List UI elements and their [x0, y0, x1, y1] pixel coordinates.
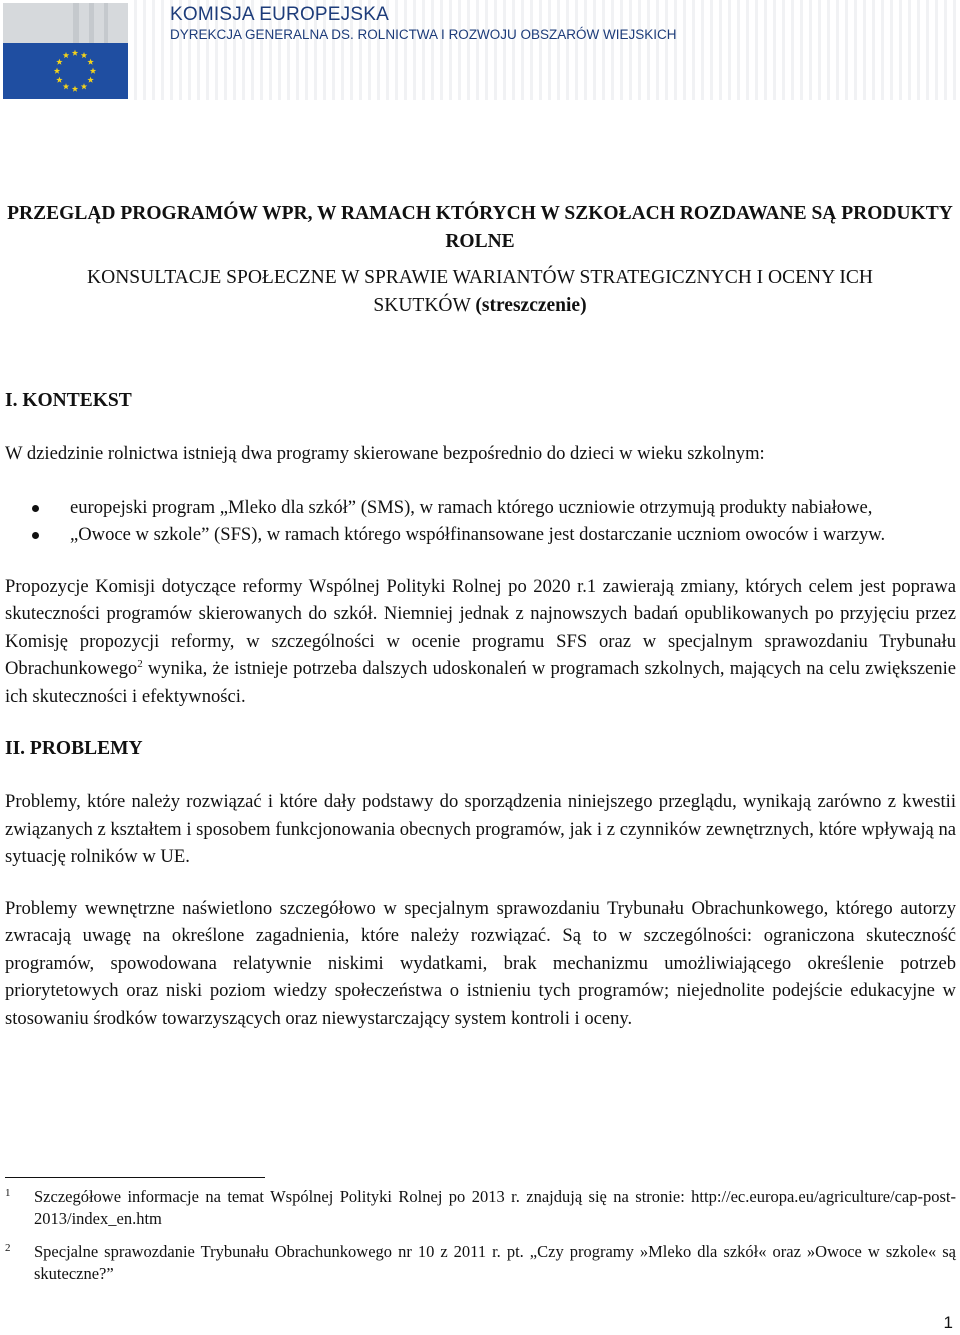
page-number: 1 [943, 1313, 953, 1332]
document-title [0, 200, 960, 320]
section-heading-problems: II. PROBLEMY [5, 738, 143, 759]
program-list [5, 494, 956, 549]
footnote-ref: 2 [137, 657, 143, 670]
context-paragraph [5, 573, 956, 711]
title-main: PRZEGLĄD PROGRAMÓW WPR, W RAMACH KTÓRYCH W SZKOŁACH ROZDAWANE SĄ PRODUKTY ROLNE [7, 203, 953, 252]
footnote-text: Szczegółowe informacje na temat Wspólnej Polityki Rolnej po 2013 r. znajdują się na stronie: http://ec.europa.eu/agriculture/cap-post-2013/index_en.htm [34, 1187, 956, 1228]
list-item: europejski program „Mleko dla szkół” (SMS), w ramach którego uczniowie otrzymują produkty nabiałowe, [5, 494, 956, 522]
problems-paragraph-1: Problemy, które należy rozwiązać i które dały podstawy do sporządzenia niniejszego przeglądu, wynikają zarówno z kwestii związanych z kształtem i sposobem funkcjonowania obecnych programów, jak i z czynników zewnętrznych, które wpływają na sytuację rolników w UE. [5, 791, 956, 867]
footnote-separator [5, 1177, 265, 1178]
section-heading-context: I. KONTEKST [5, 390, 132, 411]
subtitle-bold: (streszczenie) [475, 295, 587, 316]
title-subtitle [0, 264, 960, 320]
dg-name: DYREKCJA GENERALNA DS. ROLNICTWA I ROZWOJU OBSZARÓW WIEJSKICH [170, 27, 677, 42]
problems-paragraph-2: Problemy wewnętrzne naświetlono szczegółowo w specjalnym sprawozdaniu Trybunału Obrachunkowego, którego autorzy zwracają uwagę na określone zagadnienia, które należy rozwiązać. Są to w szczególności: ograniczona skuteczność programów, spowodowana relatywnie niskimi wydatkami, brak mechanizmu umożliwiającego określenie potrzeb priorytetowych oraz niski poziom wiedzy społeczeństwa o istnieniu tych programów; niejednolite podejście edukacyjne w stosowaniu środków towarzyszących oraz niewystarczający system kontroli i oceny. [5, 897, 956, 1029]
footnotes [5, 1186, 956, 1285]
paragraph-part-a: Propozycje Komisji dotyczące reformy Wspólnej Polityki Rolnej po 2020 r.1 zawierają zmiany, których celem jest poprawa skuteczności programów skierowanych do szkół. Niemniej jednak z najnowszych badań opublikowanych po przyjęciu przez Komisję propozycji reformy, w szczególności w ocenie programu SFS oraz w specjalnym sprawozdaniu Trybunału Obrachunkowego [5, 575, 956, 679]
page-header [0, 0, 960, 100]
org-name: KOMISJA EUROPEJSKA [170, 4, 389, 25]
footnote-mark: 2 [5, 1242, 11, 1254]
context-intro: W dziedzinie rolnictwa istnieją dwa programy skierowane bezpośrednio do dzieci w wieku szkolnym: [5, 443, 765, 464]
footnote [5, 1186, 956, 1230]
eu-flag-icon [3, 3, 128, 99]
footnote-text: Specjalne sprawozdanie Trybunału Obrachunkowego nr 10 z 2011 r. pt. „Czy programy »Mleko dla szkół« oraz »Owoce w szkole« są skuteczne?” [34, 1242, 956, 1283]
ec-logo [3, 3, 128, 99]
paragraph-part-b: wynika, że istnieje potrzeba dalszych udoskonaleń w programach szkolnych, mających na celu zwiększenie ich skuteczności i efektywności. [5, 658, 956, 707]
document-body [5, 386, 956, 1032]
list-item: „Owoce w szkole” (SFS), w ramach którego współfinansowane jest dostarczanie uczniom owoców i warzyw. [5, 521, 956, 549]
footnote-mark: 1 [5, 1187, 11, 1199]
subtitle-line1: KONSULTACJE SPOŁECZNE W SPRAWIE WARIANTÓW STRATEGICZNYCH I OCENY ICH [87, 267, 873, 288]
footnote [5, 1241, 956, 1285]
subtitle-line2: SKUTKÓW [373, 295, 471, 316]
